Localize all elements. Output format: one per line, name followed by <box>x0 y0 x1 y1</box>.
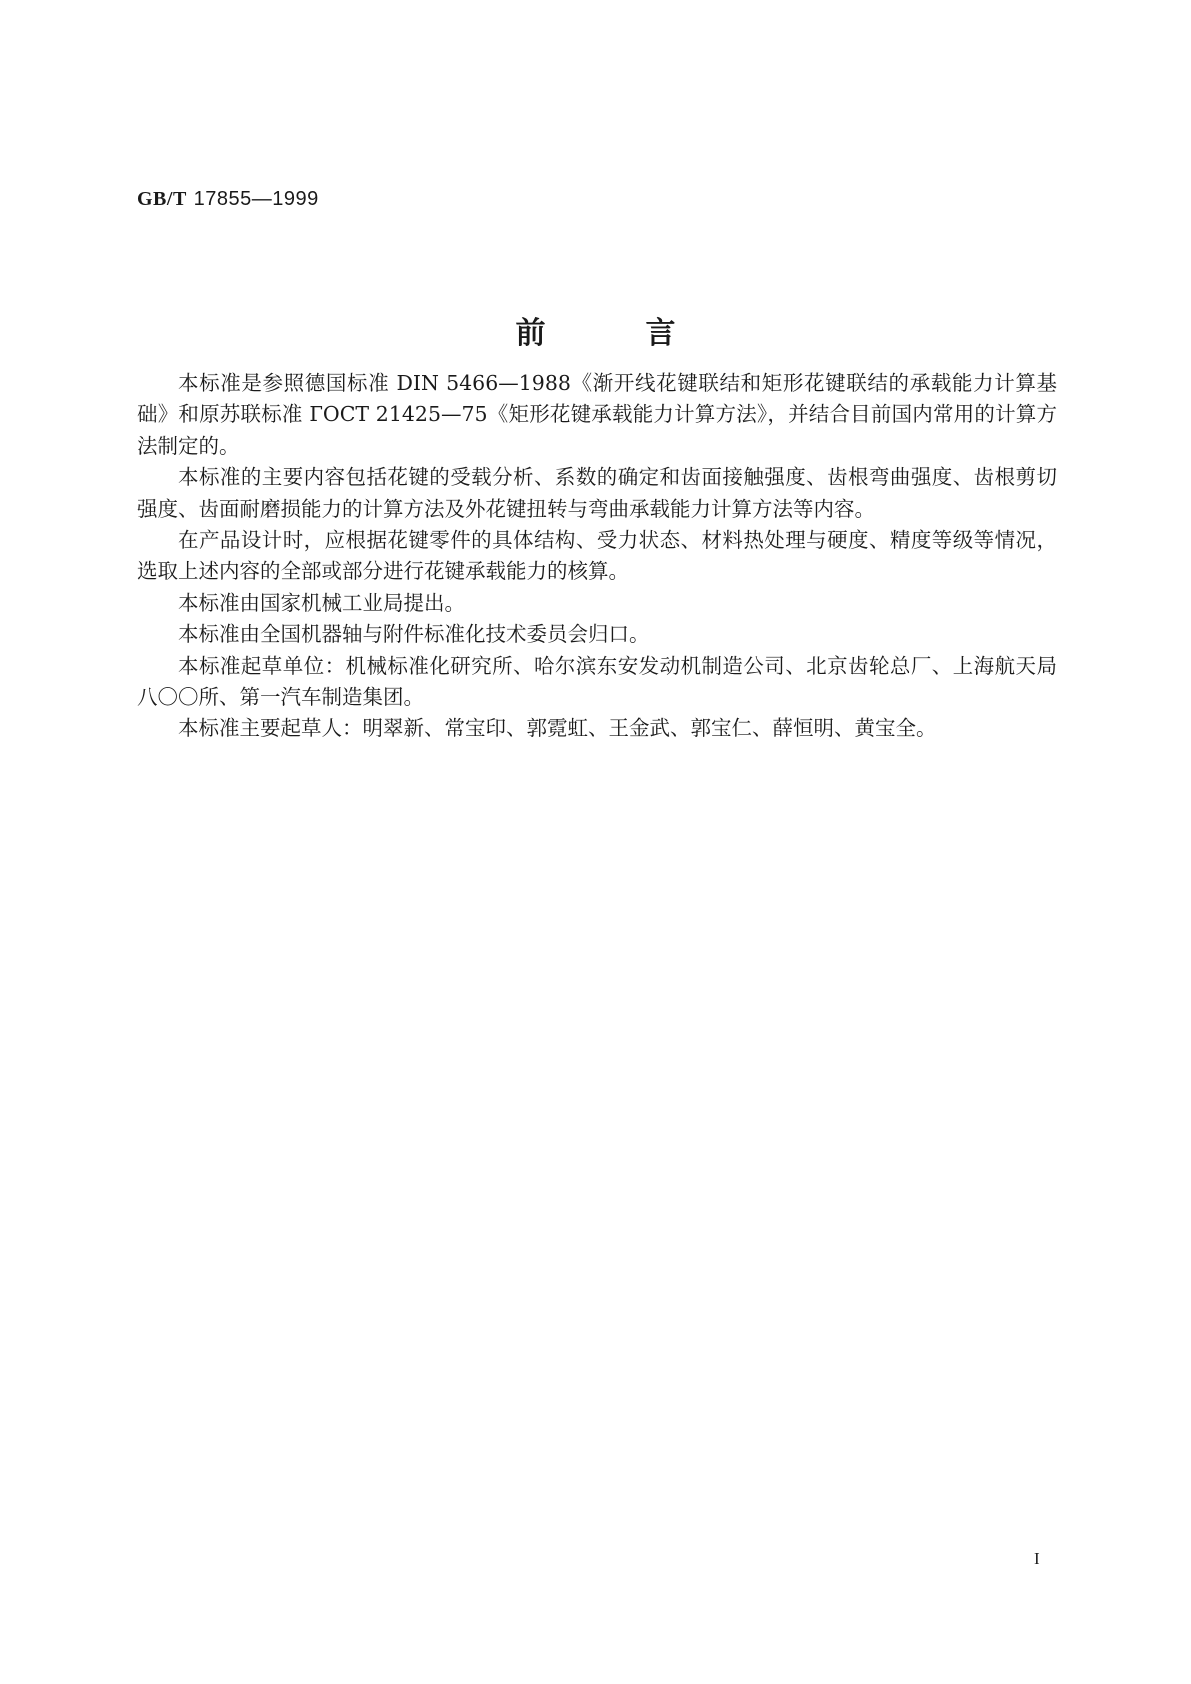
standard-code-prefix: GB/T <box>137 188 187 210</box>
foreword-body <box>137 368 1057 745</box>
page-number: I <box>1034 1549 1040 1568</box>
page-title: 前言 <box>515 316 776 351</box>
paragraph-proposed-by: 本标准由国家机械工业局提出。 <box>178 590 465 615</box>
standard-code-number: 17855—1999 <box>193 188 319 210</box>
paragraph-drafting-units: 本标准起草单位：机械标准化研究所、哈尔滨东安发动机制造公司、北京齿轮总厂、上海航天局八〇〇所、第一汽车制造集团。 <box>137 653 1057 710</box>
paragraph-reference-standards: 本标准是参照德国标准 DIN 5466—1988《渐开线花键联结和矩形花键联结的承载能力计算基础》和原苏联标准 ГОСТ 21425—75《矩形花键承载能力计算方法》，并结合目前国内常用的计算方法制定的。 <box>137 371 1057 458</box>
standard-code <box>137 186 319 211</box>
paragraph-drafters: 本标准主要起草人：明翠新、常宝印、郭霓虹、王金武、郭宝仁、薛恒明、黄宝全。 <box>178 716 937 741</box>
paragraph-design-usage: 在产品设计时，应根据花键零件的具体结构、受力状态、材料热处理与硬度、精度等级等情况，选取上述内容的全部或部分进行花键承载能力的核算。 <box>137 528 1057 584</box>
paragraph-centralized-by: 本标准由全国机器轴与附件标准化技术委员会归口。 <box>178 622 650 647</box>
paragraph-main-content: 本标准的主要内容包括花键的受载分析、系数的确定和齿面接触强度、齿根弯曲强度、齿根剪切强度、齿面耐磨损能力的计算方法及外花键扭转与弯曲承载能力计算方法等内容。 <box>137 465 1057 521</box>
